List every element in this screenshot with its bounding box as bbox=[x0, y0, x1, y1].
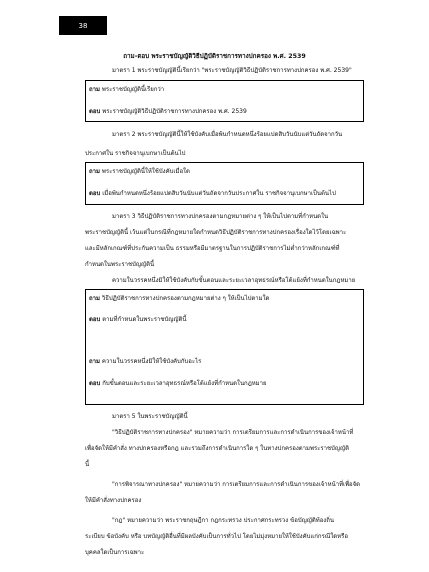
page-title: ถาม-ตอบ พระราชบัญญัติวิธีปฏิบัติราชการทางปกครอง พ.ศ. 2539 bbox=[123, 53, 306, 60]
question-row bbox=[89, 168, 190, 176]
answer-text: พระราชบัญญัติวิธีปฏิบัติราชการทางปกครอง พ.ศ. 2539 bbox=[102, 108, 247, 115]
answer-row-2 bbox=[89, 380, 267, 388]
section-3-line-2: พระราชบัญญัตินี้ เว้นแต่ในกรณีที่กฎหมายใดกำหนดวิธีปฏิบัติราชการทางปกครองเรื่องใดไว้โดยเฉพาะ bbox=[85, 229, 347, 236]
question-label: ถาม bbox=[89, 295, 100, 302]
qa-box-section-3 bbox=[85, 289, 364, 405]
answer-label: ตอบ bbox=[89, 316, 101, 323]
question-label: ถาม bbox=[89, 358, 100, 365]
section-3-line-3: และมีหลักเกณฑ์ที่ประกันความเป็น ธรรมหรือมีมาตรฐานในการปฏิบัติราชการไม่ต่ำกว่าหลักเกณฑ์ที่ bbox=[85, 245, 340, 252]
question-text: วิธีปฏิบัติราชการทางปกครองตามกฎหมายต่าง ๆ ให้เป็นไปตามใด bbox=[101, 295, 270, 302]
definition-2-line-1: "การพิจารณาทางปกครอง" หมายความว่า การเตรียมการและการดำเนินการของเจ้าหน้าที่เพื่อจัด bbox=[112, 481, 361, 488]
section-2-line-1: มาตรา 2 พระราชบัญญัตินี้ให้ใช้บังคับเมื่อพ้นกำหนดหนึ่งร้อยแปดสิบวันนับแต่วันถัดจากวัน bbox=[112, 131, 343, 138]
question-text: พระราชบัญญัตินี้เรียกว่า bbox=[101, 86, 165, 93]
qa-box-section-2 bbox=[85, 162, 364, 205]
answer-text: ตามที่กำหนดในพระราชบัญญัตินี้ bbox=[102, 316, 187, 323]
page-number: 38 bbox=[59, 16, 107, 35]
question-text: พระราชบัญญัตินี้ให้ใช้บังคับเมื่อใด bbox=[101, 168, 190, 175]
section-2-line-2: ประกาศใน ราชกิจจานุเบกษาเป็นต้นไป bbox=[85, 150, 186, 157]
section-3-line-5: ความในวรรคหนึ่งมิให้ใช้บังคับกับขั้นตอนและระยะเวลาอุทธรณ์หรือโต้แย้งที่กำหนดในกฎหมาย bbox=[112, 277, 356, 284]
answer-label: ตอบ bbox=[89, 190, 101, 197]
question-text: ความในวรรคหนึ่งมิให้ใช้บังคับกับอะไร bbox=[101, 358, 202, 365]
section-3-line-4: กำหนดในพระราชบัญญัตินี้ bbox=[85, 261, 155, 268]
question-row bbox=[89, 86, 164, 94]
answer-row bbox=[89, 108, 247, 116]
definition-3-line-1: "กฎ" หมายความว่า พระราชกฤษฎีกา กฎกระทรวง ประกาศกระทรวง ข้อบัญญัติท้องถิ่น bbox=[112, 517, 334, 524]
definition-3-line-3: บุคคลใดเป็นการเฉพาะ bbox=[85, 549, 145, 556]
question-label: ถาม bbox=[89, 168, 100, 175]
answer-row bbox=[89, 190, 336, 198]
qa-box-section-1 bbox=[85, 80, 364, 122]
answer-label: ตอบ bbox=[89, 108, 101, 115]
definition-3-line-2: ระเบียบ ข้อบังคับ หรือ บทบัญญัติอื่นที่มีผลบังคับเป็นการทั่วไป โดยไม่มุ่งหมายให้ใช้บังคับแก่กรณีใดหรือ bbox=[85, 533, 348, 540]
definition-1-line-1: "วิธีปฏิบัติราชการทางปกครอง" หมายความว่า การเตรียมการและการดำเนินการของเจ้าหน้าที่ bbox=[112, 429, 354, 436]
question-label: ถาม bbox=[89, 86, 100, 93]
answer-label: ตอบ bbox=[89, 380, 101, 387]
definition-1-line-2: เพื่อจัดให้มีคำสั่ง ทางปกครองหรือกฎ และรวมถึงการดำเนินการใด ๆ ในทางปกครองตามพระราชบัญญัติ bbox=[85, 445, 349, 452]
section-3-line-1: มาตรา 3 วิธีปฏิบัติราชการทางปกครองตามกฎหมายต่าง ๆ ให้เป็นไปตามที่กำหนดใน bbox=[112, 213, 329, 220]
definition-1-line-3: นี้ bbox=[85, 461, 90, 468]
section-1-text: มาตรา 1 พระราชบัญญัตินี้เรียกว่า "พระราชบัญญัติวิธีปฏิบัติราชการทางปกครอง พ.ศ. 2539" bbox=[112, 67, 352, 74]
definition-2-line-2: ให้มีคำสั่งทางปกครอง bbox=[85, 497, 142, 504]
section-5-heading: มาตรา 5 ในพระราชบัญญัตินี้ bbox=[112, 413, 188, 420]
question-row-1 bbox=[89, 295, 269, 303]
answer-text: กับขั้นตอนและระยะเวลาอุทธรณ์หรือโต้แย้งที่กำหนดในกฎหมาย bbox=[102, 380, 267, 387]
question-row-2 bbox=[89, 358, 201, 366]
answer-row-1 bbox=[89, 316, 187, 324]
answer-text: เมื่อพ้นกำหนดหนึ่งร้อยแปดสิบวันนับแต่วันถัดจากวันประกาศใน ราชกิจจานุเบกษาเป็นต้นไป bbox=[102, 190, 336, 197]
